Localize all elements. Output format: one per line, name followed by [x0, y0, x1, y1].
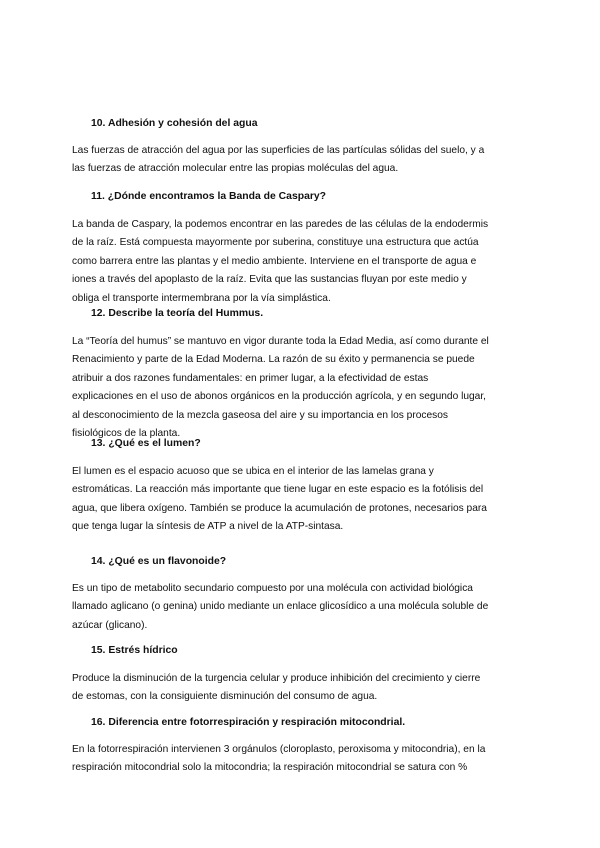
section-heading-13: 13. ¿Qué es el lumen? [91, 438, 201, 449]
section-heading-10: 10. Adhesión y cohesión del agua [91, 118, 258, 129]
paragraph-line: Renacimiento y parte de la Edad Moderna. La razón de su éxito y permanencia se puede [72, 354, 475, 366]
paragraph-line: azúcar (glicano). [72, 619, 148, 631]
section-paragraph-15 [72, 670, 532, 707]
section-heading-16: 16. Diferencia entre fotorrespiración y respiración mitocondrial. [91, 717, 406, 728]
paragraph-line: Las fuerzas de atracción del agua por las superficies de las partículas sólidas del suelo, y a [72, 145, 485, 156]
paragraph-line: al desconocimiento de la mezcla gaseosa del aire y su importancia en los procesos [72, 409, 449, 421]
paragraph-line: En la fotorrespiración intervienen 3 orgánulos (cloroplasto, peroxisoma y mitocondria), en la [72, 744, 486, 755]
section-paragraph-12 [72, 333, 532, 443]
section-paragraph-13 [72, 463, 532, 537]
paragraph-line: estromáticas. La reacción más importante que tiene lugar en este espacio es la fotólisis del [72, 484, 484, 496]
paragraph-line: El lumen es el espacio acuoso que se ubica en el interior de las lamelas grana y [72, 466, 434, 477]
section-paragraph-14 [72, 580, 532, 635]
section-heading-14: 14. ¿Qué es un flavonoide? [91, 556, 227, 567]
section-paragraph-11 [72, 216, 532, 308]
paragraph-line: Es un tipo de metabolito secundario compuesto por una molécula con actividad biológica [72, 583, 473, 594]
section-paragraph-16 [72, 741, 532, 778]
paragraph-line: Produce la disminución de la turgencia celular y produce inhibición del crecimiento y cierre [72, 673, 481, 684]
section-heading-11: 11. ¿Dónde encontramos la Banda de Caspary? [91, 191, 327, 202]
paragraph-line: respiración mitocondrial solo la mitocondria; la respiración mitocondrial se satura con % [72, 762, 468, 774]
paragraph-line: como barrera entre las plantas y el medio ambiente. Interviene en el transporte de agua e [72, 255, 477, 267]
paragraph-line: atribuir a dos razones fundamentales: en primer lugar, a la efectividad de estas [72, 372, 429, 384]
paragraph-line: llamado aglicano (o genina) unido mediante un enlace glicosídico a una molécula soluble de [72, 601, 489, 613]
paragraph-line: que tenga lugar la síntesis de ATP a nivel de la ATP-sintasa. [72, 521, 344, 533]
paragraph-line: agua, que libera oxígeno. También se produce la acumulación de protones, necesarios para [72, 502, 487, 514]
paragraph-line: las fuerzas de atracción molecular entre las propias moléculas del agua. [72, 163, 399, 175]
paragraph-line: La “Teoría del humus” se mantuvo en vigor durante toda la Edad Media, así como durante el [72, 336, 489, 347]
paragraph-line: explicaciones en el uso de abonos orgánicos en la producción agrícola, y en segundo lugar, [72, 391, 487, 403]
section-heading-12: 12. Describe la teoría del Hummus. [91, 308, 264, 319]
paragraph-line: obliga el transporte intermembrana por la vía simplástica. [72, 292, 331, 304]
section-paragraph-10 [72, 142, 532, 179]
paragraph-line: fisiológicos de la planta. [72, 428, 181, 440]
section-heading-15: 15. Estrés hídrico [91, 645, 178, 656]
paragraph-line: de estomas, con la consiguiente disminución del consumo de agua. [72, 691, 378, 703]
paragraph-line: La banda de Caspary, la podemos encontrar en las paredes de las células de la endodermis [72, 219, 489, 230]
paragraph-line: de la raíz. Está compuesta mayormente por suberina, constituye una estructura que actúa [72, 237, 479, 249]
paragraph-line: iones a través del apoplasto de la raíz. Evita que las sustancias fluyan por este medio y [72, 274, 467, 286]
